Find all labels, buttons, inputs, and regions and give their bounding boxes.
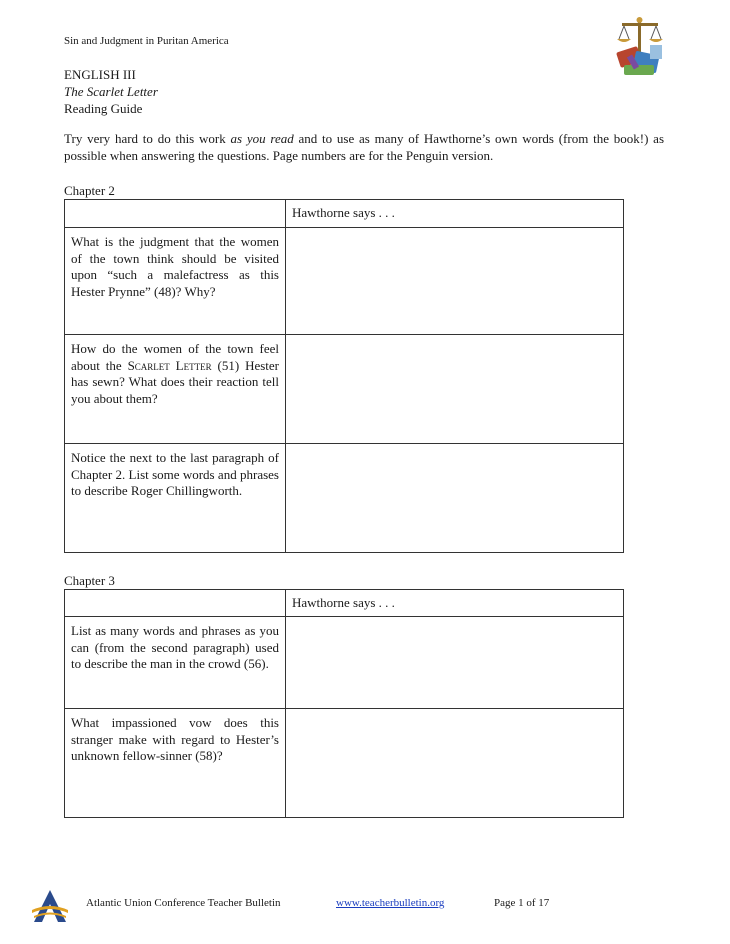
footer-organization: Atlantic Union Conference Teacher Bulletin: [86, 897, 281, 909]
document-type: Reading Guide: [64, 101, 143, 116]
table-row: [65, 228, 624, 335]
question-cell: [65, 335, 286, 444]
header-empty-cell: [65, 590, 286, 617]
answer-cell[interactable]: [286, 444, 624, 553]
instructions-text-start: Try very hard to do this work: [64, 131, 231, 146]
answer-cell[interactable]: [286, 709, 624, 818]
answer-cell[interactable]: [286, 617, 624, 709]
header-empty-cell: [65, 200, 286, 228]
running-header: Sin and Judgment in Puritan America: [64, 35, 229, 47]
question-text-start: How do the women of the town feel about the: [71, 341, 279, 373]
footer-page-number: Page 1 of 17: [494, 897, 550, 909]
question-cell: List as many words and phrases as you can (from the second paragraph) used to describe the man in the crowd (56).: [65, 617, 286, 709]
instructions-text-end: and to use as many of Hawthorne’s own words (from the book!) as possible when answering the questions. Page numbers are for the Penguin version.: [64, 131, 665, 163]
chapter-3-heading: Chapter 3: [64, 573, 115, 588]
book-title: The Scarlet Letter: [64, 84, 158, 99]
question-text-end: (51) Hester has sewn? What does their reaction tell you about them?: [71, 357, 279, 406]
title-block: [64, 66, 158, 117]
table-header-row: [65, 590, 624, 617]
instructions-paragraph: [64, 130, 664, 164]
question-cell: What impassioned vow does this stranger make with regard to Hester’s unknown fellow-sinner (58)?: [65, 709, 286, 818]
chapter-2-table: [64, 199, 624, 553]
scarlet-letter-smallcaps: Scarlet Letter: [127, 357, 212, 373]
column-header-hawthorne-says: Hawthorne says . . .: [286, 590, 624, 617]
chapter-3-table: [64, 589, 624, 818]
answer-cell[interactable]: [286, 335, 624, 444]
chapter-2-heading: Chapter 2: [64, 183, 115, 198]
instructions-emphasis: as you read: [230, 131, 294, 146]
table-row: [65, 617, 624, 709]
table-row: [65, 709, 624, 818]
question-cell: What is the judgment that the women of the town think should be visited upon “such a malefactress as this Hester Prynne” (48)? Why?: [65, 228, 286, 335]
course-name: ENGLISH III: [64, 67, 136, 82]
atlantic-union-logo: [30, 888, 70, 924]
scales-of-justice-clipart: [614, 15, 666, 81]
table-row: [65, 444, 624, 553]
column-header-hawthorne-says: Hawthorne says . . .: [286, 200, 624, 228]
question-cell: Notice the next to the last paragraph of Chapter 2. List some words and phrases to describe Roger Chillingworth.: [65, 444, 286, 553]
table-header-row: [65, 200, 624, 228]
table-row: [65, 335, 624, 444]
footer-website-link[interactable]: www.teacherbulletin.org: [336, 897, 445, 909]
answer-cell[interactable]: [286, 228, 624, 335]
